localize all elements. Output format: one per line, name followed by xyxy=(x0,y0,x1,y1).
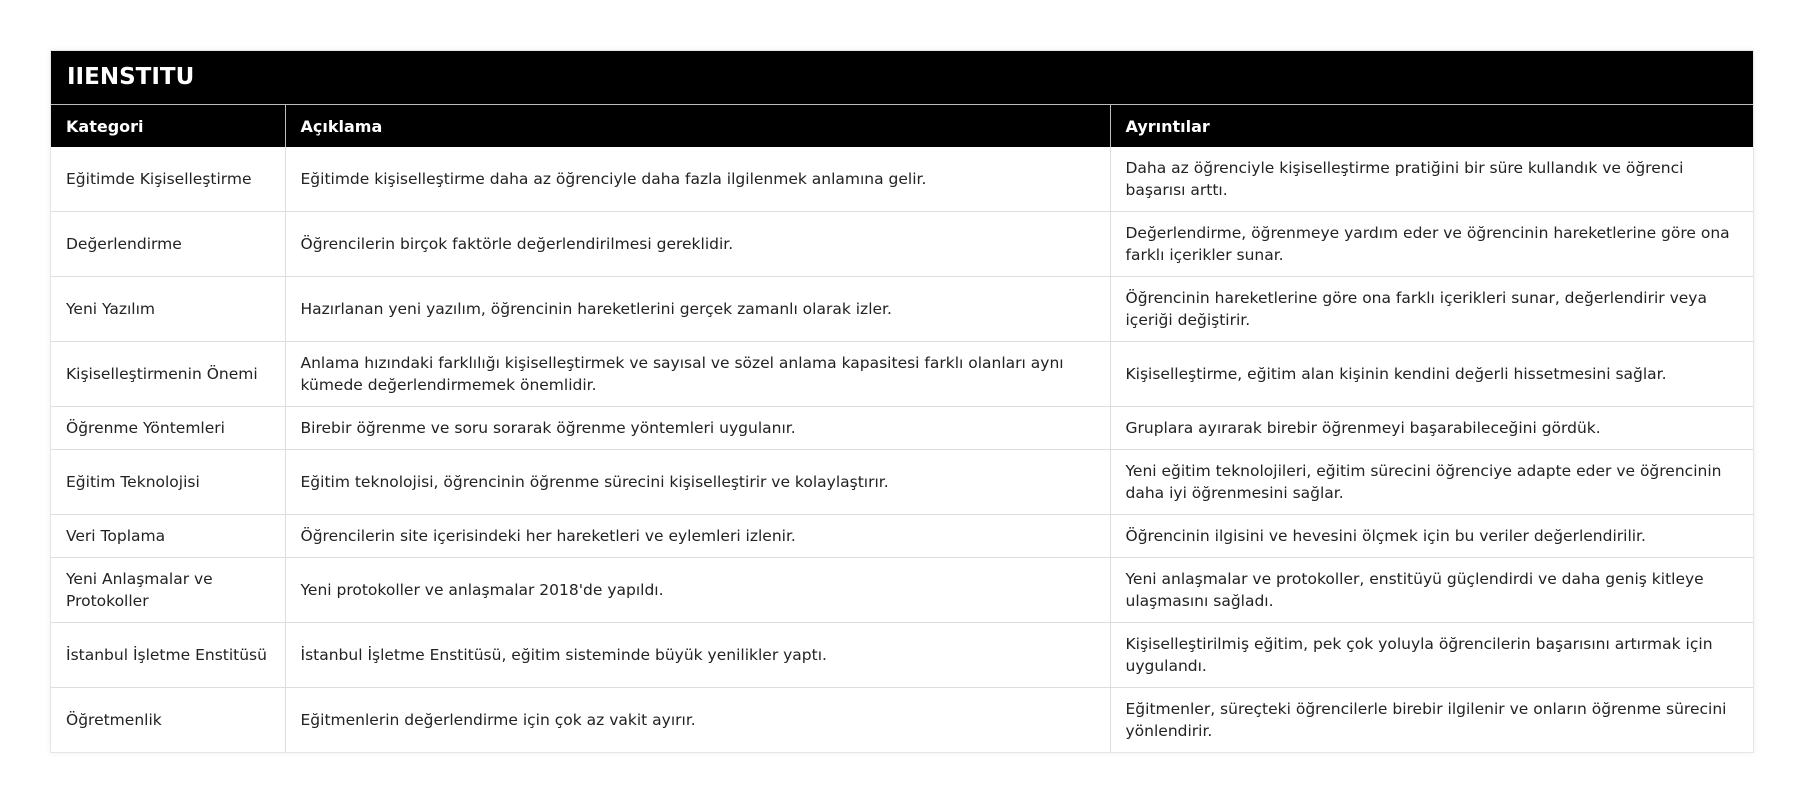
cell-category: Kişiselleştirmenin Önemi xyxy=(51,342,285,407)
cell-description: Öğrencilerin birçok faktörle değerlendirilmesi gereklidir. xyxy=(285,212,1110,277)
cell-category: Eğitim Teknolojisi xyxy=(51,450,285,515)
cell-category: İstanbul İşletme Enstitüsü xyxy=(51,623,285,688)
header-row xyxy=(51,105,1753,147)
cell-description: Anlama hızındaki farklılığı kişiselleştirmek ve sayısal ve sözel anlama kapasitesi farklı olanları aynı kümede değerlendirmemek önemlidir. xyxy=(285,342,1110,407)
table-row xyxy=(51,688,1753,753)
cell-details: Kişiselleştirme, eğitim alan kişinin kendini değerli hissetmesini sağlar. xyxy=(1110,342,1753,407)
table-row xyxy=(51,515,1753,558)
cell-details: Öğrencinin hareketlerine göre ona farklı içerikleri sunar, değerlendirir veya içeriği değiştirir. xyxy=(1110,277,1753,342)
cell-details: Yeni anlaşmalar ve protokoller, enstitüyü güçlendirdi ve daha geniş kitleye ulaşmasını sağladı. xyxy=(1110,558,1753,623)
cell-description: Yeni protokoller ve anlaşmalar 2018'de yapıldı. xyxy=(285,558,1110,623)
data-table xyxy=(51,105,1753,752)
cell-details: Değerlendirme, öğrenmeye yardım eder ve öğrencinin hareketlerine göre ona farklı içerikler sunar. xyxy=(1110,212,1753,277)
table-row xyxy=(51,277,1753,342)
table-row xyxy=(51,558,1753,623)
cell-category: Yeni Yazılım xyxy=(51,277,285,342)
cell-details: Yeni eğitim teknolojileri, eğitim sürecini öğrenciye adapte eder ve öğrencinin daha iyi öğrenmesini sağlar. xyxy=(1110,450,1753,515)
cell-description: Eğitim teknolojisi, öğrencinin öğrenme sürecini kişiselleştirir ve kolaylaştırır. xyxy=(285,450,1110,515)
data-table-card xyxy=(50,50,1754,753)
cell-category: Öğretmenlik xyxy=(51,688,285,753)
cell-details: Daha az öğrenciyle kişiselleştirme pratiğini bir süre kullandık ve öğrenci başarısı arttı. xyxy=(1110,147,1753,212)
cell-details: Gruplara ayırarak birebir öğrenmeyi başarabileceğini gördük. xyxy=(1110,407,1753,450)
cell-description: Eğitimde kişiselleştirme daha az öğrenciyle daha fazla ilgilenmek anlamına gelir. xyxy=(285,147,1110,212)
table-row xyxy=(51,623,1753,688)
cell-description: İstanbul İşletme Enstitüsü, eğitim sisteminde büyük yenilikler yaptı. xyxy=(285,623,1110,688)
header-ayrintilar: Ayrıntılar xyxy=(1110,105,1753,147)
cell-category: Veri Toplama xyxy=(51,515,285,558)
cell-details: Eğitmenler, süreçteki öğrencilerle birebir ilgilenir ve onların öğrenme sürecini yönlendirir. xyxy=(1125,700,1727,740)
cell-details: Kişiselleştirilmiş eğitim, pek çok yoluyla öğrencilerin başarısını artırmak için uygulandı. xyxy=(1110,623,1753,688)
table-title: IIENSTITU xyxy=(51,51,1753,105)
cell-category: Eğitimde Kişiselleştirme xyxy=(51,147,285,212)
cell-description: Hazırlanan yeni yazılım, öğrencinin hareketlerini gerçek zamanlı olarak izler. xyxy=(285,277,1110,342)
cell-details: Öğrencinin ilgisini ve hevesini ölçmek için bu veriler değerlendirilir. xyxy=(1110,515,1753,558)
table-row xyxy=(51,407,1753,450)
header-kategori: Kategori xyxy=(51,105,285,147)
header-aciklama: Açıklama xyxy=(285,105,1110,147)
table-row xyxy=(51,342,1753,407)
cell-category: Öğrenme Yöntemleri xyxy=(51,407,285,450)
cell-description: Eğitmenlerin değerlendirme için çok az vakit ayırır. xyxy=(285,688,1110,753)
table-row xyxy=(51,212,1753,277)
cell-category: Değerlendirme xyxy=(51,212,285,277)
cell-category: Yeni Anlaşmalar ve Protokoller xyxy=(51,558,285,623)
table-row xyxy=(51,450,1753,515)
cell-description: Birebir öğrenme ve soru sorarak öğrenme yöntemleri uygulanır. xyxy=(285,407,1110,450)
cell-description: Öğrencilerin site içerisindeki her hareketleri ve eylemleri izlenir. xyxy=(285,515,1110,558)
table-row xyxy=(51,147,1753,212)
